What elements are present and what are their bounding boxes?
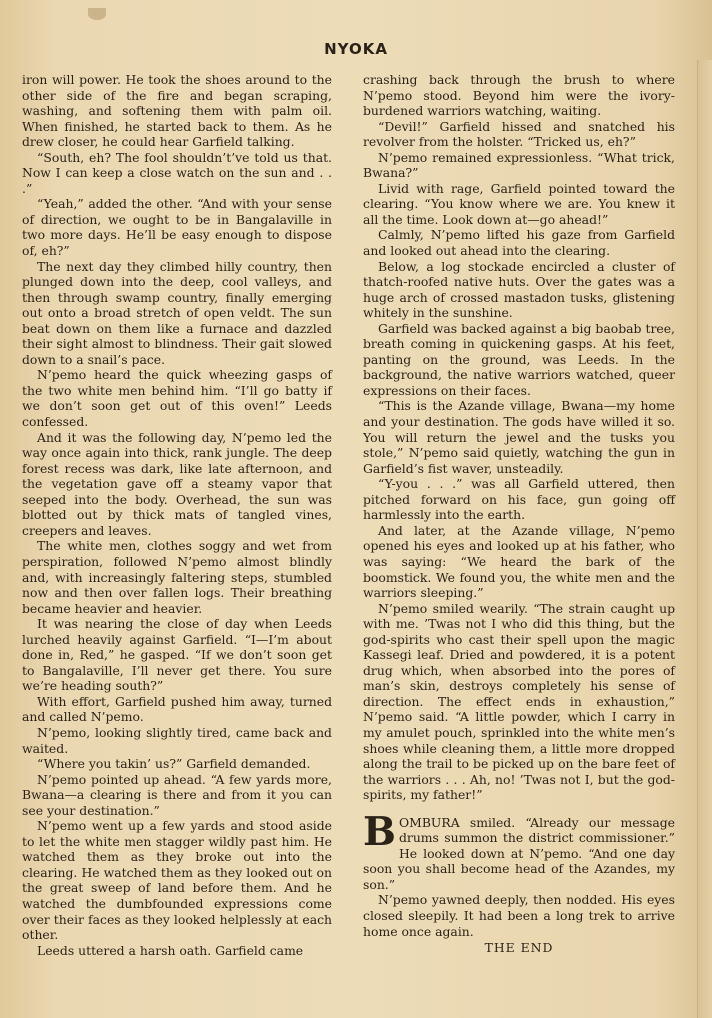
page-title: NYOKA	[324, 40, 388, 58]
drop-cap: B	[363, 808, 396, 855]
paragraph: N’pemo heard the quick wheezing gasps of the two white men behind him. “I’ll go batty if we don’t soon get out of this oven!” Leeds confessed.	[22, 367, 332, 430]
final-paragraph	[363, 808, 675, 893]
paragraph: And later, at the Azande village, N’pemo opened his eyes and looked up at his father, who was saying: “We heard the bark of the boomstick. We found you, the white men and the warriors sleeping.”	[363, 522, 675, 601]
final-paragraph-text: OMBURA smiled. “Already our message drums summon the district commissioner.” He looked down at N’pemo. “And one day soon you shall become head of the Azandes, my son.”	[363, 814, 675, 892]
paragraph: N’pemo yawned deeply, then nodded. His eyes closed sleepily. It had been a long trek to arrive home once again.	[363, 892, 675, 939]
paragraph: N’pemo went up a few yards and stood aside to let the white men stagger wildly past him. He watched them as they broke out into the clearing. He watched them as they looked out on the great sweep of land before them. And he watched the dumbfounded expressions come over their faces as they looked helplessly at each other.	[22, 818, 332, 943]
left-column	[22, 72, 332, 958]
paragraph: Garfield was backed against a big baobab tree, breath coming in quickening gasps. At his feet, panting on the ground, was Leeds. In the background, the native warriors watched, queer expressions on their faces.	[363, 320, 675, 398]
paragraph: N’pemo smiled wearily. “The strain caught up with me. ’Twas not I who did this thing, but the god-spirits who cast their spell upon the magic Kassegi leaf. Dried and powdered, it is a potent drug which, when absorbed into the pores of man’s skin, destroys completely his sense of direction. The effect ends in exhaustion,” N’pemo said. “A little powder, which I carry in my amulet pouch, sprinkled into the white men’s shoes while cleaning them, a little more dropped along the trail to be picked up on the bare feet of the warriors . . . Ah, no! ’Twas not I, but the god-spirits, my father!”	[363, 600, 675, 803]
paragraph: “Yeah,” added the other. “And with your sense of direction, we ought to be in Bangalaville in two more days. He’ll be easy enough to dispose of, eh?”	[22, 196, 332, 259]
the-end: THE END	[484, 940, 554, 956]
paragraph: Livid with rage, Garfield pointed toward the clearing. “You know where we are. You knew it all the time. Look down at—go ahead!”	[363, 180, 675, 227]
paragraph: The next day they climbed hilly country, then plunged down into the deep, cool valleys, and then through swamp country, finally emerging out onto a broad stretch of open veldt. The sun beat down on them like a furnace and dazzled their sight almost to blindness. Their gait slowed down to a snail’s pace.	[22, 258, 332, 367]
paragraph: And it was the following day, N’pemo led the way once again into thick, rank jungle. The deep forest recess was dark, like late afternoon, and the vegetation gave off a steamy vapor that seeped into the body. Overhead, the sun was blotted out by thick mats of tangled vines, creepers and leaves.	[22, 429, 332, 538]
page-tear	[88, 8, 106, 20]
paragraph: iron will power. He took the shoes around to the other side of the fire and began scraping, washing, and softening them with palm oil. When finished, he started back to them. As he drew closer, he could hear Garfield talking.	[22, 72, 332, 150]
paragraph: “Y-you . . .” was all Garfield uttered, then pitched forward on his face, gun going off harmlessly into the earth.	[363, 476, 675, 523]
paragraph: The white men, clothes soggy and wet from perspiration, followed N’pemo almost blindly and, with increasingly faltering steps, stumbled now and then over fallen logs. Their breathing became heavier and heavier.	[22, 538, 332, 616]
paragraph: “Where you takin’ us?” Garfield demanded.	[37, 756, 311, 772]
paragraph: It was nearing the close of day when Leeds lurched heavily against Garfield. “I—I’m about done in, Red,” he gasped. “If we don’t soon get to Bangalaville, I’ll never get there. You sure we’re heading south?”	[22, 616, 332, 694]
paragraph: crashing back through the brush to where N’pemo stood. Beyond him were the ivory-burdened warriors watching, waiting.	[363, 72, 675, 119]
paragraph: “Devil!” Garfield hissed and snatched his revolver from the holster. “Tricked us, eh?”	[363, 118, 675, 150]
paragraph: “South, eh? The fool shouldn’t’ve told us that. Now I can keep a close watch on the sun and . . .”	[22, 149, 332, 196]
paragraph: Leeds uttered a harsh oath. Garfield came	[37, 942, 304, 958]
paragraph: N’pemo, looking slightly tired, came back and waited.	[22, 724, 332, 756]
paragraph: Below, a log stockade encircled a cluster of thatch-roofed native huts. Over the gates was a huge arch of crossed mastadon tusks, glistening whitely in the sunshine.	[363, 258, 675, 321]
paragraph: N’pemo remained expressionless. “What trick, Bwana?”	[363, 149, 675, 181]
paragraph: “This is the Azande village, Bwana—my home and your destination. The gods have willed it so. You will return the jewel and the tusks you stole,” N’pemo said quietly, watching the gun in Garfield’s fist waver, unsteadily.	[363, 398, 675, 476]
right-column	[363, 72, 675, 956]
paragraph: With effort, Garfield pushed him away, turned and called N’pemo.	[22, 693, 332, 725]
paragraph: N’pemo pointed up ahead. “A few yards more, Bwana—a clearing is there and from it you can see your destination.”	[22, 771, 332, 818]
paragraph: Calmly, N’pemo lifted his gaze from Garfield and looked out ahead into the clearing.	[363, 227, 675, 259]
page-edge	[697, 60, 712, 1018]
